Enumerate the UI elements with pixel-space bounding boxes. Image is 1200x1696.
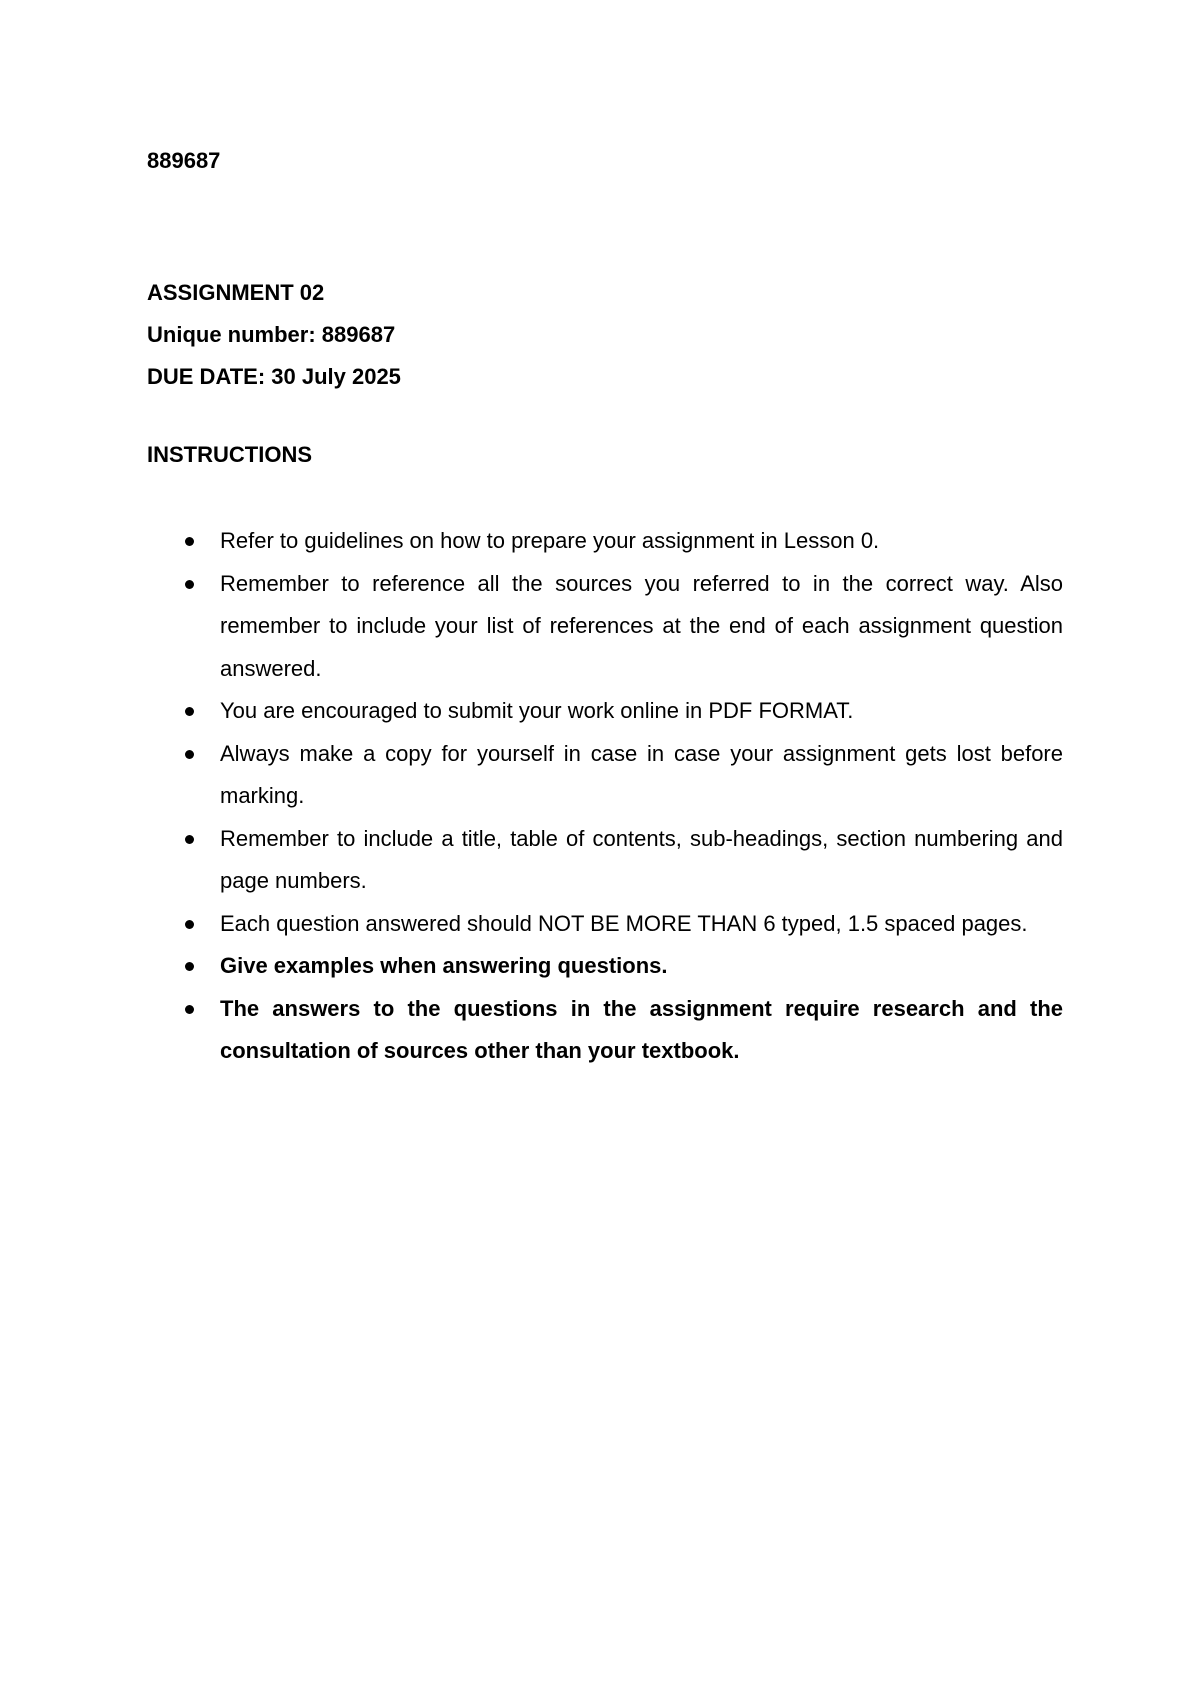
list-item: [147, 988, 1063, 1073]
list-item-text: The answers to the questions in the assignment require research and the consultation of sources other than your textbook.: [220, 995, 1063, 1063]
top-number: 889687: [147, 148, 221, 173]
list-item: [147, 903, 1063, 946]
list-item-text: You are encouraged to submit your work online in PDF FORMAT.: [220, 698, 854, 723]
instructions-list: [147, 520, 1063, 1073]
due-date: DUE DATE: 30 July 2025: [147, 364, 401, 389]
list-item-text: Refer to guidelines on how to prepare your assignment in Lesson 0.: [220, 528, 880, 553]
bullet-icon: [185, 920, 194, 929]
list-item: [147, 733, 1063, 818]
bullet-icon: [185, 1005, 194, 1014]
bullet-icon: [185, 580, 194, 589]
unique-number: Unique number: 889687: [147, 322, 396, 347]
assignment-header: [147, 272, 401, 398]
list-item-text: Each question answered should NOT BE MORE THAN 6 typed, 1.5 spaced pages.: [220, 910, 1028, 936]
list-item-text: Always make a copy for yourself in case in case your assignment gets lost before marking.: [220, 740, 1063, 808]
bullet-icon: [185, 707, 194, 716]
list-item-text: Remember to reference all the sources you referred to in the correct way. Also remember to include your list of references at the end of each assignment question answered.: [220, 570, 1063, 681]
list-item: [147, 520, 1063, 563]
list-item-text: Give examples when answering questions.: [220, 953, 668, 978]
list-item-text: Remember to include a title, table of contents, sub-headings, section numbering and page numbers.: [220, 825, 1063, 893]
list-item: [147, 690, 1063, 733]
bullet-icon: [185, 835, 194, 844]
bullet-icon: [185, 537, 194, 546]
bullet-icon: [185, 750, 194, 759]
list-item: [147, 818, 1063, 903]
bullet-icon: [185, 962, 194, 971]
list-item: [147, 563, 1063, 691]
instructions-heading: INSTRUCTIONS: [147, 442, 312, 467]
assignment-title: ASSIGNMENT 02: [147, 280, 325, 305]
list-item: [147, 945, 1063, 988]
